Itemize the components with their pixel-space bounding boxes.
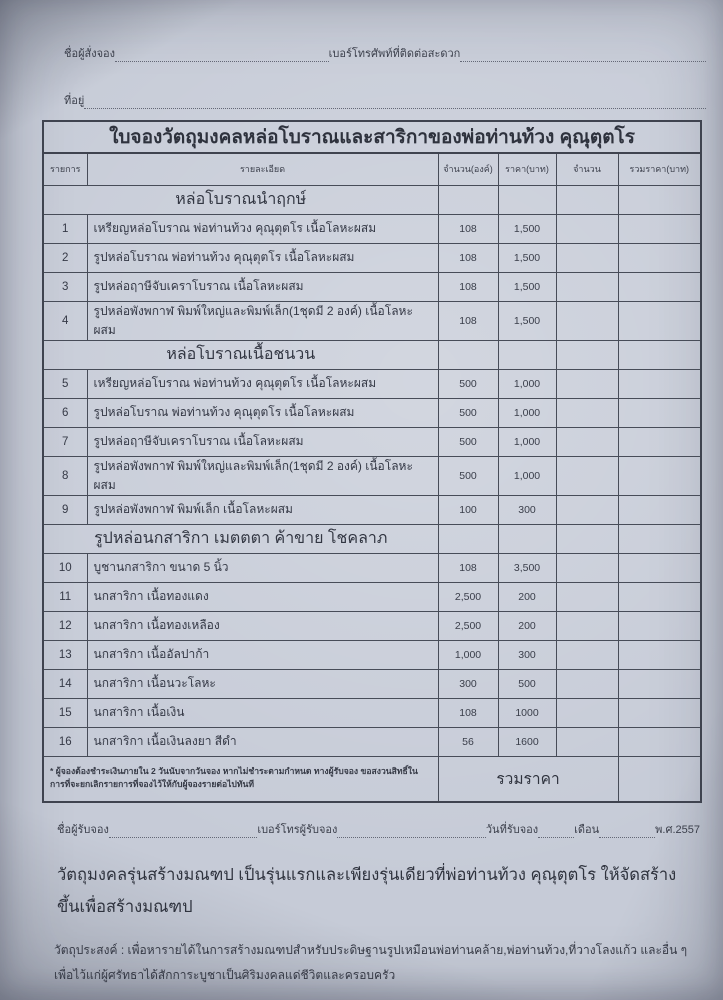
- item-order-qty-cell: [556, 669, 618, 698]
- col-header-description: รายละเอียด: [87, 153, 438, 185]
- item-row: [43, 611, 701, 640]
- item-price: 1,000: [498, 456, 556, 495]
- receiver-fields: [57, 820, 700, 838]
- item-price: 1,500: [498, 301, 556, 340]
- empty-cell: [438, 524, 498, 553]
- section-title: รูปหล่อนกสาริกา เมตตตา ค้าขาย โชคลาภ: [43, 524, 438, 553]
- item-price: 300: [498, 495, 556, 524]
- item-row: [43, 582, 701, 611]
- item-qty-made: 500: [438, 398, 498, 427]
- receive-date-label: วันที่รับจอง: [485, 824, 539, 836]
- item-price: 1,500: [498, 272, 556, 301]
- item-price: 1600: [498, 727, 556, 756]
- item-description: เหรียญหล่อโบราณ พ่อท่านท้วง คุณุตุตโร เนื้อโลหะผสม: [87, 214, 438, 243]
- section-row: [43, 185, 701, 214]
- col-header-item: รายการ: [43, 153, 87, 185]
- orderer-name-field: [115, 49, 329, 62]
- order-table-body: [43, 185, 701, 756]
- item-order-qty-cell: [556, 495, 618, 524]
- item-no: 5: [43, 369, 87, 398]
- item-order-qty-cell: [556, 369, 618, 398]
- item-description: รูปหล่อพังพกาฬ พิมพ์ใหญ่และพิมพ์เล็ก(1ชุดมี 2 องค์) เนื้อโลหะผสม: [87, 456, 438, 495]
- item-qty-made: 108: [438, 553, 498, 582]
- item-no: 2: [43, 243, 87, 272]
- col-header-qty-order: จำนวน: [556, 153, 618, 185]
- item-no: 1: [43, 214, 87, 243]
- item-total-cell: [618, 301, 701, 340]
- item-order-qty-cell: [556, 272, 618, 301]
- col-header-total: รวมราคา(บาท): [618, 153, 701, 185]
- edition-statement: วัตถุมงคลรุ่นสร้างมณฑป เป็นรุ่นแรกและเพียงรุ่นเดียวที่พ่อท่านท้วง คุณุตุตโร ให้จัดสร้างขึ้นเพื่อสร้างมณฑป: [57, 866, 677, 917]
- empty-cell: [618, 340, 701, 369]
- item-description: นกสาริกา เนื้อทองเหลือง: [87, 611, 438, 640]
- receive-date-field: [538, 825, 574, 838]
- item-row: [43, 495, 701, 524]
- item-total-cell: [618, 727, 701, 756]
- address-field: [84, 96, 706, 109]
- item-order-qty-cell: [556, 553, 618, 582]
- receiver-line: [57, 820, 700, 838]
- item-no: 12: [43, 611, 87, 640]
- item-total-cell: [618, 427, 701, 456]
- item-qty-made: 56: [438, 727, 498, 756]
- receiver-phone-label: เบอร์โทรผู้รับจอง: [257, 824, 338, 836]
- item-price: 1,500: [498, 214, 556, 243]
- item-total-cell: [618, 456, 701, 495]
- item-row: [43, 398, 701, 427]
- empty-cell: [498, 185, 556, 214]
- receiver-name-label: ชื่อผู้รับจอง: [57, 824, 109, 836]
- item-no: 13: [43, 640, 87, 669]
- item-no: 14: [43, 669, 87, 698]
- item-total-cell: [618, 553, 701, 582]
- item-row: [43, 669, 701, 698]
- address-line: [64, 91, 706, 109]
- empty-cell: [556, 340, 618, 369]
- item-order-qty-cell: [556, 611, 618, 640]
- order-table-wrap: [42, 120, 700, 803]
- item-total-cell: [618, 640, 701, 669]
- item-price: 1,000: [498, 427, 556, 456]
- empty-cell: [618, 524, 701, 553]
- item-qty-made: 2,500: [438, 611, 498, 640]
- item-total-cell: [618, 611, 701, 640]
- orderer-line: [64, 44, 706, 62]
- empty-cell: [498, 340, 556, 369]
- item-qty-made: 100: [438, 495, 498, 524]
- item-row: [43, 272, 701, 301]
- item-total-cell: [618, 698, 701, 727]
- item-row: [43, 369, 701, 398]
- item-description: นกสาริกา เนื้อเงิน: [87, 698, 438, 727]
- order-table: [42, 120, 702, 803]
- receive-month-field: [599, 825, 655, 838]
- item-description: บูชานกสาริกา ขนาด 5 นิ้ว: [87, 553, 438, 582]
- item-no: 15: [43, 698, 87, 727]
- item-description: รูปหล่อพังพกาฬ พิมพ์ใหญ่และพิมพ์เล็ก(1ชุดมี 2 องค์) เนื้อโลหะผสม: [87, 301, 438, 340]
- item-description: นกสาริกา เนื้ออัลปาก้า: [87, 640, 438, 669]
- item-total-cell: [618, 495, 701, 524]
- item-row: [43, 727, 701, 756]
- item-order-qty-cell: [556, 427, 618, 456]
- item-order-qty-cell: [556, 727, 618, 756]
- item-no: 6: [43, 398, 87, 427]
- item-order-qty-cell: [556, 456, 618, 495]
- item-description: รูปหล่อฤาษีจับเคราโบราณ เนื้อโลหะผสม: [87, 272, 438, 301]
- section-title: หล่อโบราณเนื้อชนวน: [43, 340, 438, 369]
- item-order-qty-cell: [556, 698, 618, 727]
- purpose-statement: วัตถุประสงค์ : เพื่อหารายได้ในการสร้างมณฑปสำหรับประดิษฐานรูปเหมือนพ่อท่านคล้าย,พ่อท่านท้วง,ที่วางโลงแก้ว และอื่น ๆ เพื่อไว้แก่ผู้ศรัทธาได้สักการะบูชาเป็นศิริมงคลแด่ชีวิตและครอบครัว: [54, 943, 688, 982]
- section-row: [43, 524, 701, 553]
- top-fields: [0, 0, 723, 109]
- empty-cell: [438, 185, 498, 214]
- item-no: 4: [43, 301, 87, 340]
- item-no: 10: [43, 553, 87, 582]
- item-qty-made: 500: [438, 369, 498, 398]
- contact-phone-field: [460, 49, 706, 62]
- item-no: 9: [43, 495, 87, 524]
- contact-phone-label: เบอร์โทรศัพท์ที่ติดต่อสะดวก: [328, 48, 461, 60]
- item-price: 1,000: [498, 369, 556, 398]
- item-price: 3,500: [498, 553, 556, 582]
- item-description: รูปหล่อฤาษีจับเคราโบราณ เนื้อโลหะผสม: [87, 427, 438, 456]
- item-order-qty-cell: [556, 301, 618, 340]
- item-price: 200: [498, 582, 556, 611]
- section-title: หล่อโบราณนำฤกษ์: [43, 185, 438, 214]
- item-order-qty-cell: [556, 243, 618, 272]
- section-row: [43, 340, 701, 369]
- item-description: นกสาริกา เนื้อทองแดง: [87, 582, 438, 611]
- total-price-label: รวมราคา: [438, 756, 618, 802]
- item-description: รูปหล่อพังพกาฬ พิมพ์เล็ก เนื้อโลหะผสม: [87, 495, 438, 524]
- receiver-phone-field: [337, 825, 485, 838]
- item-row: [43, 456, 701, 495]
- item-qty-made: 500: [438, 456, 498, 495]
- item-row: [43, 640, 701, 669]
- item-price: 1,000: [498, 398, 556, 427]
- item-price: 200: [498, 611, 556, 640]
- item-total-cell: [618, 214, 701, 243]
- item-no: 8: [43, 456, 87, 495]
- item-qty-made: 2,500: [438, 582, 498, 611]
- empty-cell: [498, 524, 556, 553]
- item-row: [43, 553, 701, 582]
- item-order-qty-cell: [556, 398, 618, 427]
- item-row: [43, 427, 701, 456]
- item-no: 7: [43, 427, 87, 456]
- empty-cell: [438, 340, 498, 369]
- empty-cell: [556, 185, 618, 214]
- item-total-cell: [618, 369, 701, 398]
- item-qty-made: 300: [438, 669, 498, 698]
- item-price: 300: [498, 640, 556, 669]
- item-order-qty-cell: [556, 582, 618, 611]
- receiver-name-field: [109, 825, 257, 838]
- item-order-qty-cell: [556, 214, 618, 243]
- empty-cell: [556, 524, 618, 553]
- table-title-row: [43, 121, 701, 153]
- item-no: 11: [43, 582, 87, 611]
- item-total-cell: [618, 669, 701, 698]
- item-description: นกสาริกา เนื้อนวะโลหะ: [87, 669, 438, 698]
- item-description: เหรียญหล่อโบราณ พ่อท่านท้วง คุณุตุตโร เนื้อโลหะผสม: [87, 369, 438, 398]
- item-total-cell: [618, 272, 701, 301]
- item-qty-made: 108: [438, 301, 498, 340]
- table-header-row: [43, 153, 701, 185]
- item-qty-made: 1,000: [438, 640, 498, 669]
- item-qty-made: 108: [438, 243, 498, 272]
- item-no: 16: [43, 727, 87, 756]
- item-row: [43, 214, 701, 243]
- item-description: นกสาริกา เนื้อเงินลงยา สีดำ: [87, 727, 438, 756]
- item-row: [43, 243, 701, 272]
- item-price: 1,500: [498, 243, 556, 272]
- item-total-cell: [618, 398, 701, 427]
- col-header-qty-made: จำนวน(องค์): [438, 153, 498, 185]
- total-price-cell: [618, 756, 701, 802]
- item-total-cell: [618, 582, 701, 611]
- item-no: 3: [43, 272, 87, 301]
- item-price: 500: [498, 669, 556, 698]
- item-total-cell: [618, 243, 701, 272]
- payment-note: * ผู้จองต้องชำระเงินภายใน 2 วันนับจากวันจอง หากไม่ชำระตามกำหนด ทางผู้รับจอง ขอสงวนสิทธิ์ในการที่จะยกเลิกรายการที่จองไว้ให้กับผู้จองรายต่อไปทันที: [43, 756, 438, 802]
- item-qty-made: 108: [438, 698, 498, 727]
- form-title: ใบจองวัตถุมงคลหล่อโบราณและสาริกาของพ่อท่านท้วง คุณุตุตโร: [43, 121, 701, 153]
- address-label: ที่อยู่: [64, 95, 85, 107]
- item-description: รูปหล่อโบราณ พ่อท่านท้วง คุณุตุตโร เนื้อโลหะผสม: [87, 398, 438, 427]
- item-row: [43, 301, 701, 340]
- item-qty-made: 500: [438, 427, 498, 456]
- item-order-qty-cell: [556, 640, 618, 669]
- item-qty-made: 108: [438, 214, 498, 243]
- empty-cell: [618, 185, 701, 214]
- receive-month-label: เดือน: [574, 824, 600, 836]
- table-footer-row: [43, 756, 701, 802]
- item-row: [43, 698, 701, 727]
- item-price: 1000: [498, 698, 556, 727]
- item-qty-made: 108: [438, 272, 498, 301]
- col-header-price: ราคา(บาท): [498, 153, 556, 185]
- item-description: รูปหล่อโบราณ พ่อท่านท้วง คุณุตุตโร เนื้อโลหะผสม: [87, 243, 438, 272]
- receive-year-label: พ.ศ.2557: [655, 824, 700, 836]
- orderer-name-label: ชื่อผู้สั่งจอง: [64, 48, 116, 60]
